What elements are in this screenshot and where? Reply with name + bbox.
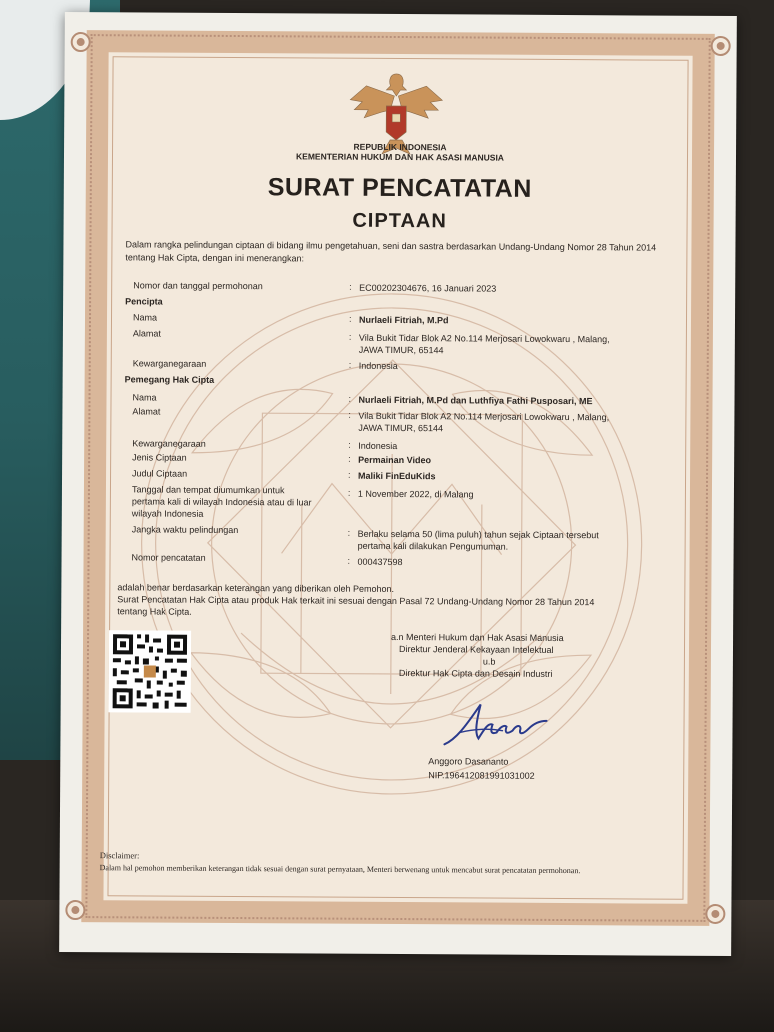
field-label-judul: Judul Ciptaan: [132, 468, 188, 479]
signature-image: [440, 698, 550, 751]
field-value-kewarganegaraan-pencipta: Indonesia: [358, 360, 398, 371]
field-label-nama: Nama: [132, 392, 157, 403]
signatory-line-4: Direktur Hak Cipta dan Desain Industri: [398, 668, 553, 679]
field-label-alamat: Alamat: [132, 328, 161, 339]
field-label-nama: Nama: [132, 312, 158, 323]
disclaimer-text: Dalam hal pemohon memberikan keterangan tidak sesuai dengan surat pernyataan, Menteri berwenang untuk mencabut surat pencatatan permohonan.: [99, 863, 581, 876]
corner-ornament-icon: [65, 900, 85, 920]
field-value-kewarganegaraan-pemegang: Indonesia: [358, 440, 398, 451]
closing-line-3: tentang Hak Cipta.: [117, 606, 192, 617]
field-label-jenis: Jenis Ciptaan: [132, 452, 187, 463]
document-title: SURAT PENCATATAN: [267, 173, 532, 203]
document-subtitle: CIPTAAN: [352, 209, 447, 233]
field-value-alamat-pencipta-2: JAWA TIMUR, 65144: [358, 344, 444, 356]
field-value-tanggal: 1 November 2022, di Malang: [357, 488, 474, 500]
field-label-alamat: Alamat: [132, 406, 161, 417]
field-value-nomor: EC00202304676, 16 Januari 2023: [359, 282, 497, 294]
field-label-tanggal-3: wilayah Indonesia: [131, 508, 204, 519]
signatory-name: Anggoro Dasananto: [428, 756, 509, 767]
field-value-alamat-pencipta: Vila Bukit Tidar Blok A2 No.114 Merjosari Lowokwaru , Malang,: [358, 332, 610, 345]
ministry-name: KEMENTERIAN HUKUM DAN HAK ASASI MANUSIA: [296, 151, 504, 163]
field-value-jangka-2: pertama kali dilakukan Pengumuman.: [357, 540, 509, 552]
field-label-tanggal-2: pertama kali di wilayah Indonesia atau di luar: [131, 496, 312, 508]
field-value-judul: Maliki FinEduKids: [358, 470, 436, 482]
closing-line-2: Surat Pencatatan Hak Cipta atau produk Hak terkait ini sesuai dengan Pasal 72 Undang-Undang Nomor 28 Tahun 2014: [117, 594, 595, 608]
closing-line-1: adalah benar berdasarkan keterangan yang diberikan oleh Pemohon.: [117, 582, 395, 594]
corner-ornament-icon: [71, 32, 91, 52]
certificate-sheet: REPUBLIK INDONESIA KEMENTERIAN HUKUM DAN HAK ASASI MANUSIA SURAT PENCATATAN CIPTAAN Dalam rangka pelindungan ciptaan di bidang ilmu pengetahuan, seni dan sastra berdasarkan Undang-Undang Nomor 28 Tahun 2014 tentang Hak Cipta, dengan ini menerangkan: Nomor dan tanggal permohonan : EC00202304676, 16 Januari 2023 Pencipta Nama : Nurlaeli Fitriah, M.Pd Alamat : Vila Bukit Tidar Blok A2 No.114 Merjosari Lowokwaru , Malang, JAWA TIMUR, 65144 Kewarganegaraan : Indonesia Pemegang Hak Cipta Nama : Nurlaeli Fitriah, M.Pd dan Luthfiya Fathi Pusposari, ME Alamat : Vila Bukit Tidar Blok A2 No.114 Merjosari Lowokwaru , Malang, JAWA TIMUR, 65144 Kewarganegaraan : Indonesia Jenis Ciptaan : Permainan Video Judul Ciptaan : Maliki FinEduKids Tanggal dan tempat diumumkan untuk pertama kali di wilayah Indonesia atau di luar wilayah Indonesia : 1 November 2022, di Malang Jangka waktu pelindungan : Berlaku selama 50 (lima puluh) tahun sejak Ciptaan tersebut pertama kali dilakukan Pengumuman. Nomor pencatatan : 000437598 adalah benar berdasarkan keterangan yang diberikan oleh Pemohon. Surat Pencatatan Hak Cipta atau produk Hak terkait ini sesuai dengan Pasal 72 Undang-Undang Nomor 28 Tahun 2014 tentang Hak Cipta. a.n Menteri Hukum dan Hak Asasi Manusia Direktur Jenderal Kekayaan Intelektual u.b Direktur Hak Cipta dan Desain Industri Anggoro Dasananto NIP.196412081991031002 Disclaimer: Dalam hal pemohon memberikan keterangan tidak sesuai dengan surat pernyataan, Menteri berwenang untuk mencabut surat pencatatan permohonan.: [59, 12, 737, 956]
field-value-alamat-pemegang-2: JAWA TIMUR, 65144: [358, 422, 444, 434]
field-label-kewarganegaraan: Kewarganegaraan: [132, 438, 206, 449]
signatory-line-1: a.n Menteri Hukum dan Hak Asasi Manusia: [391, 631, 564, 644]
field-label-jangka: Jangka waktu pelindungan: [131, 524, 239, 536]
qr-code: [109, 630, 191, 712]
field-value-jenis: Permainan Video: [358, 454, 432, 466]
field-label-tanggal: Tanggal dan tempat diumumkan untuk: [131, 484, 285, 496]
corner-ornament-icon: [711, 36, 731, 56]
field-label-nomor: Nomor dan tanggal permohonan: [133, 280, 263, 292]
section-heading-pencipta: Pencipta: [125, 296, 163, 307]
intro-paragraph: Dalam rangka pelindungan ciptaan di bidang ilmu pengetahuan, seni dan sastra berdasarkan Undang-Undang Nomor 28 Tahun 2014 tentang Hak Cipta, dengan ini menerangkan:: [125, 239, 657, 264]
field-value-alamat-pemegang: Vila Bukit Tidar Blok A2 No.114 Merjosari Lowokwaru , Malang,: [358, 410, 610, 423]
section-heading-pemegang: Pemegang Hak Cipta: [124, 374, 215, 385]
field-value-nama-pencipta: Nurlaeli Fitriah, M.Pd: [358, 314, 449, 326]
signatory-line-2: Direktur Jenderal Kekayaan Intelektual: [398, 644, 554, 655]
corner-ornament-icon: [705, 904, 725, 924]
field-value-nama-pemegang: Nurlaeli Fitriah, M.Pd dan Luthfiya Fathi Pusposari, ME: [358, 394, 593, 407]
field-label-nomor-pencatatan: Nomor pencatatan: [131, 552, 206, 563]
field-value-nomor-pencatatan: 000437598: [357, 556, 403, 568]
signatory-line-3: u.b: [482, 656, 496, 667]
field-value-jangka: Berlaku selama 50 (lima puluh) tahun sejak Ciptaan tersebut: [357, 528, 599, 541]
ministry-country: REPUBLIK INDONESIA: [353, 141, 447, 153]
field-label-kewarganegaraan: Kewarganegaraan: [132, 358, 207, 369]
disclaimer-heading: Disclaimer:: [99, 850, 140, 861]
signatory-nip: NIP.196412081991031002: [428, 770, 535, 781]
